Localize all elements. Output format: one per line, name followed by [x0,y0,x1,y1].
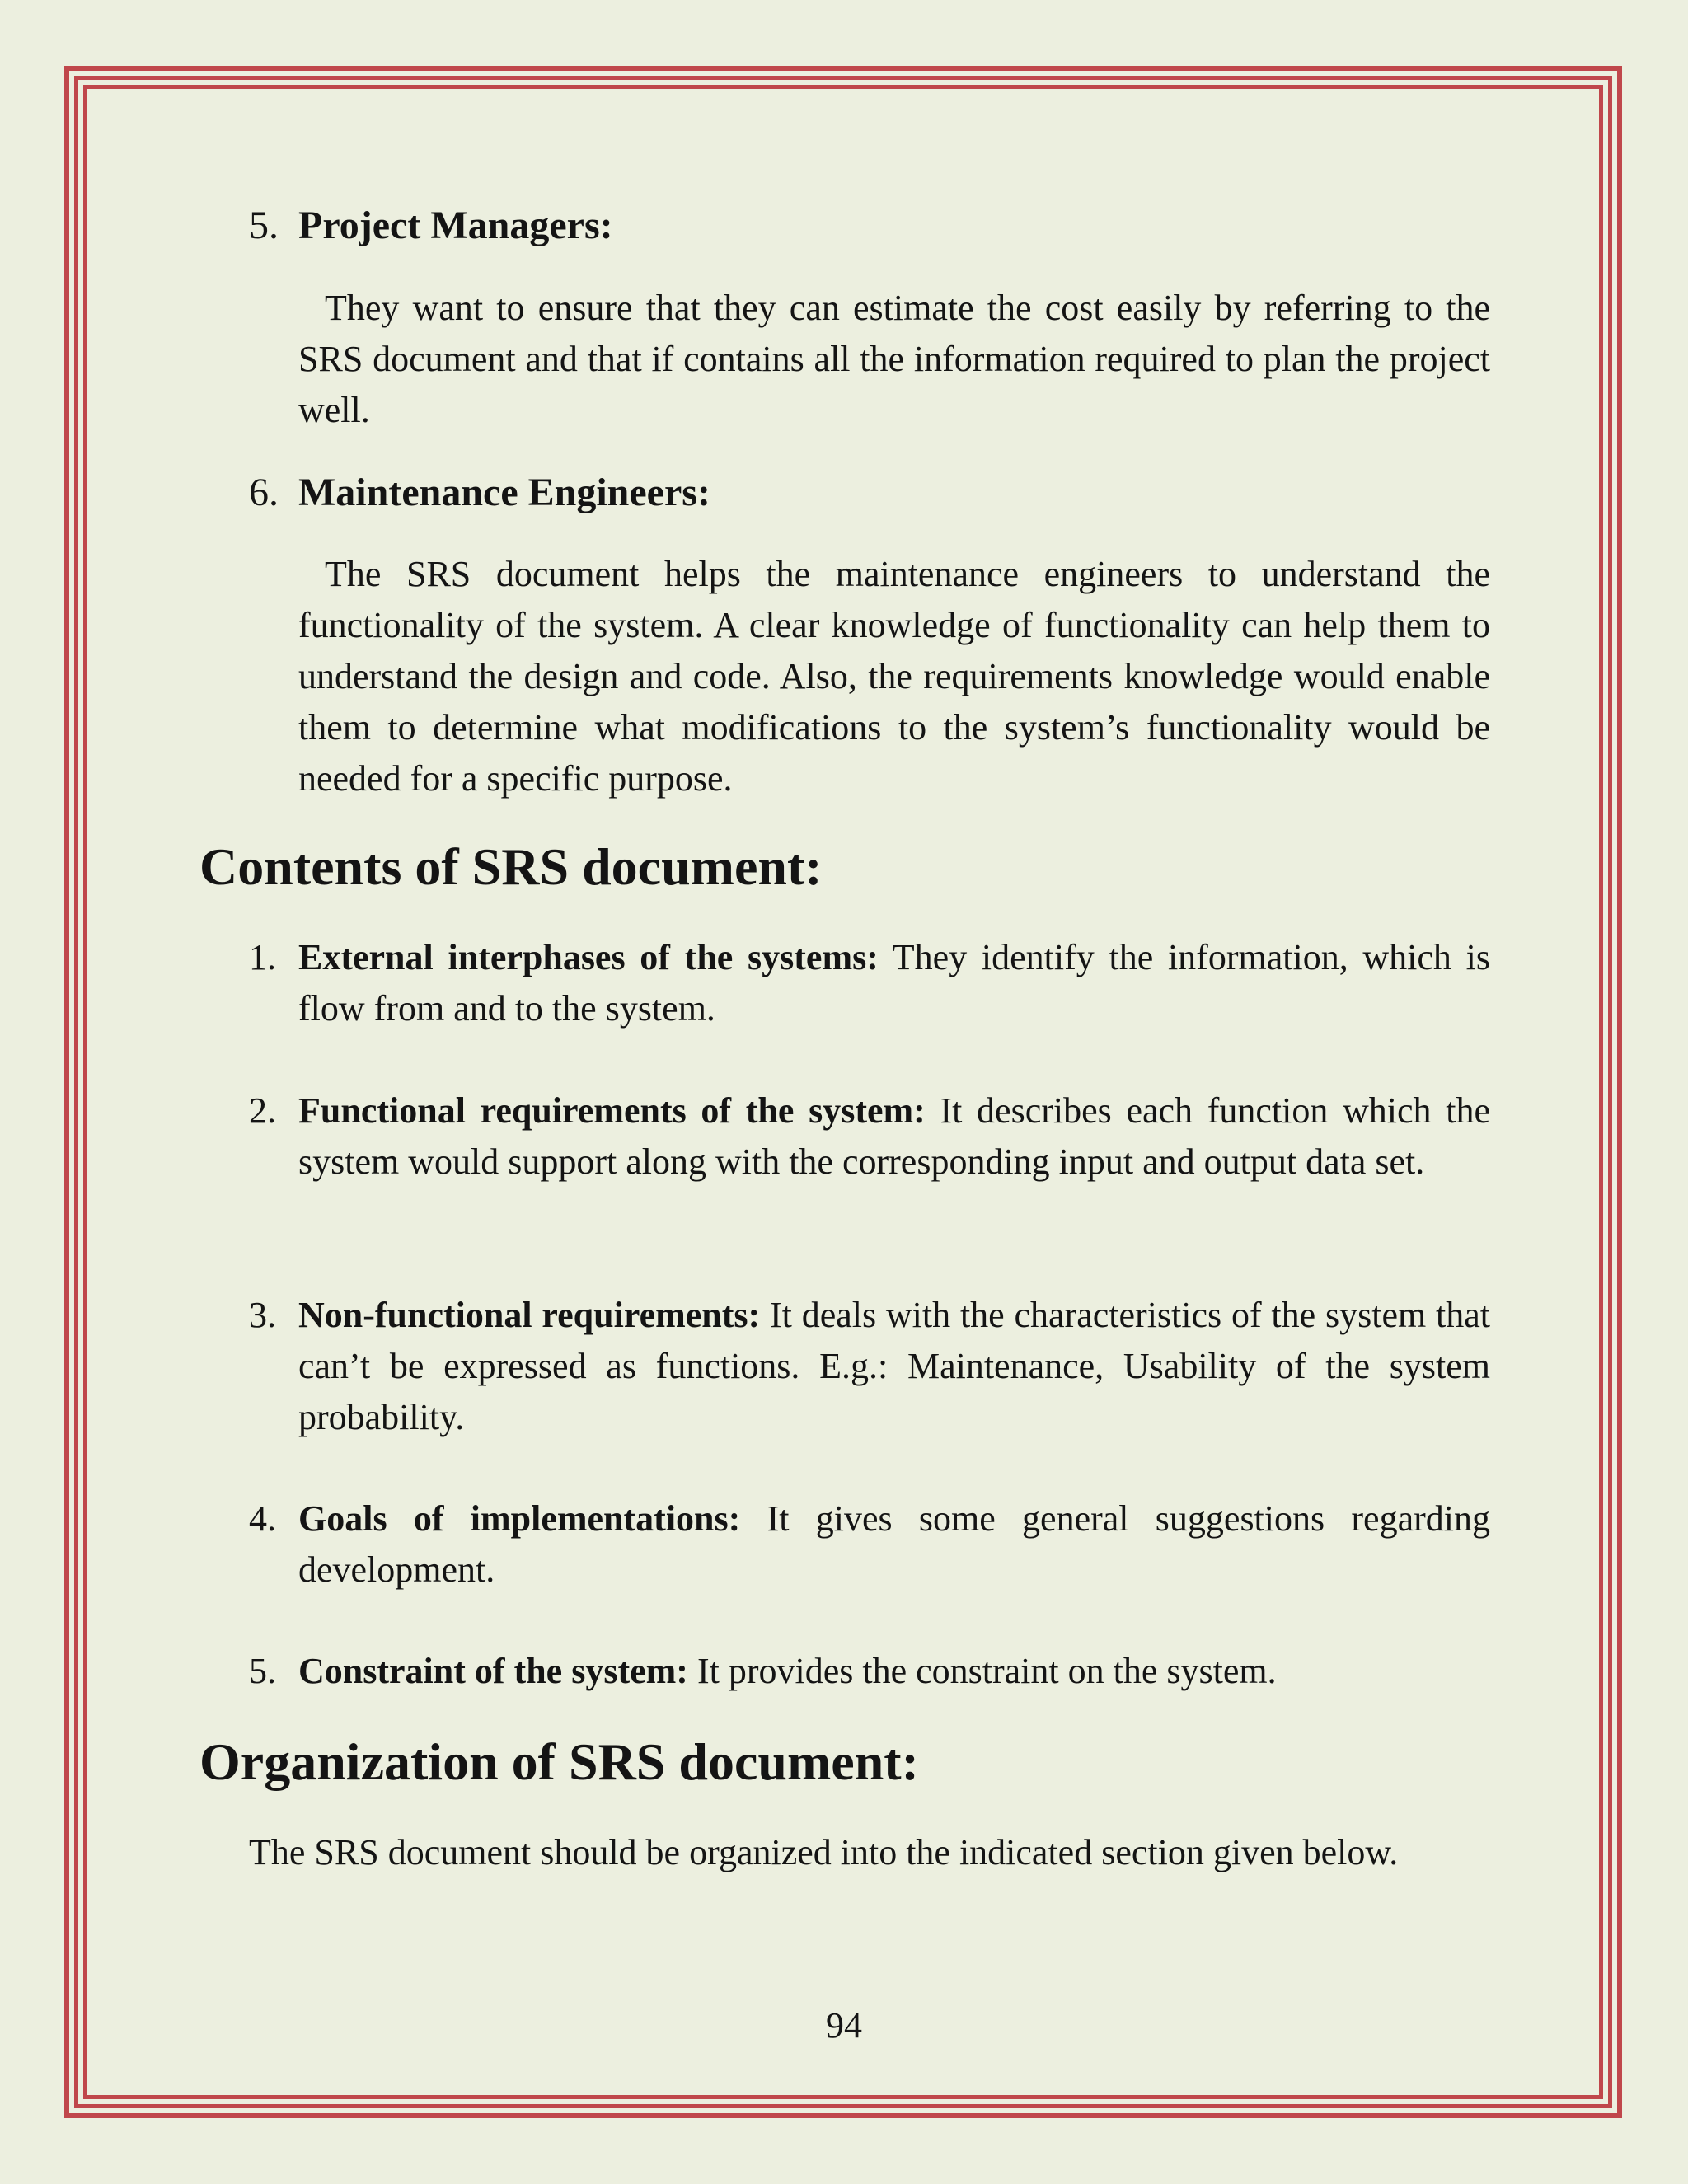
list-item-text: It gives some general suggestions regarding development. [298,1498,1490,1590]
list-item [298,1290,1490,1443]
list-item [298,932,1490,1034]
list-item-number: 5. [249,1651,276,1691]
list-item-number: 4. [249,1498,276,1539]
stakeholder-body: They want to ensure that they can estimate the cost easily by referring to the SRS document and that if contains all the information required to plan the project well. [298,288,1490,430]
contents-heading: Contents of SRS document: [199,837,823,896]
list-item-text: It deals with the characteristics of the system that can’t be expressed as functions. E.g.: Maintenance, Usability of the system probability. [298,1295,1490,1437]
list-item-text: It describes each function which the system would support along with the corresponding input and output data set. [298,1090,1490,1182]
stakeholder-title: Maintenance Engineers: [298,471,710,514]
stakeholder-body: The SRS document helps the maintenance engineers to understand the functionality of the system. A clear knowledge of functionality can help them to understand the design and code. Also, the requirements knowledge would enable them to determine what modifications to the system’s functionality would be needed for a specific purpose. [298,554,1490,799]
organization-body: The SRS document should be organized into the indicated section given below. [249,1832,1399,1872]
page-number: 94 [826,2005,862,2046]
stakeholder-heading [249,467,1502,518]
list-item-term: Non-functional requirements: [298,1295,761,1335]
stakeholder-number: 6. [249,471,279,514]
list-item-term: Goals of implementations: [298,1498,741,1539]
list-item [298,1646,1490,1697]
organization-heading: Organization of SRS document: [199,1732,919,1791]
stakeholder-title: Project Managers: [298,204,613,247]
list-item-text: It provides the constraint on the system. [687,1651,1277,1691]
list-item [298,1085,1490,1188]
stakeholder-heading [249,200,1502,251]
list-item-term: Constraint of the system: [298,1651,688,1691]
list-item-number: 2. [249,1090,276,1131]
stakeholder-number: 5. [249,204,279,247]
list-item [298,1493,1490,1596]
list-item-text: They identify the information, which is flow from and to the system. [298,937,1490,1029]
list-item-term: External interphases of the systems: [298,937,879,977]
list-item-number: 3. [249,1295,276,1335]
list-item-term: Functional requirements of the system: [298,1090,926,1131]
list-item-number: 1. [249,937,276,977]
